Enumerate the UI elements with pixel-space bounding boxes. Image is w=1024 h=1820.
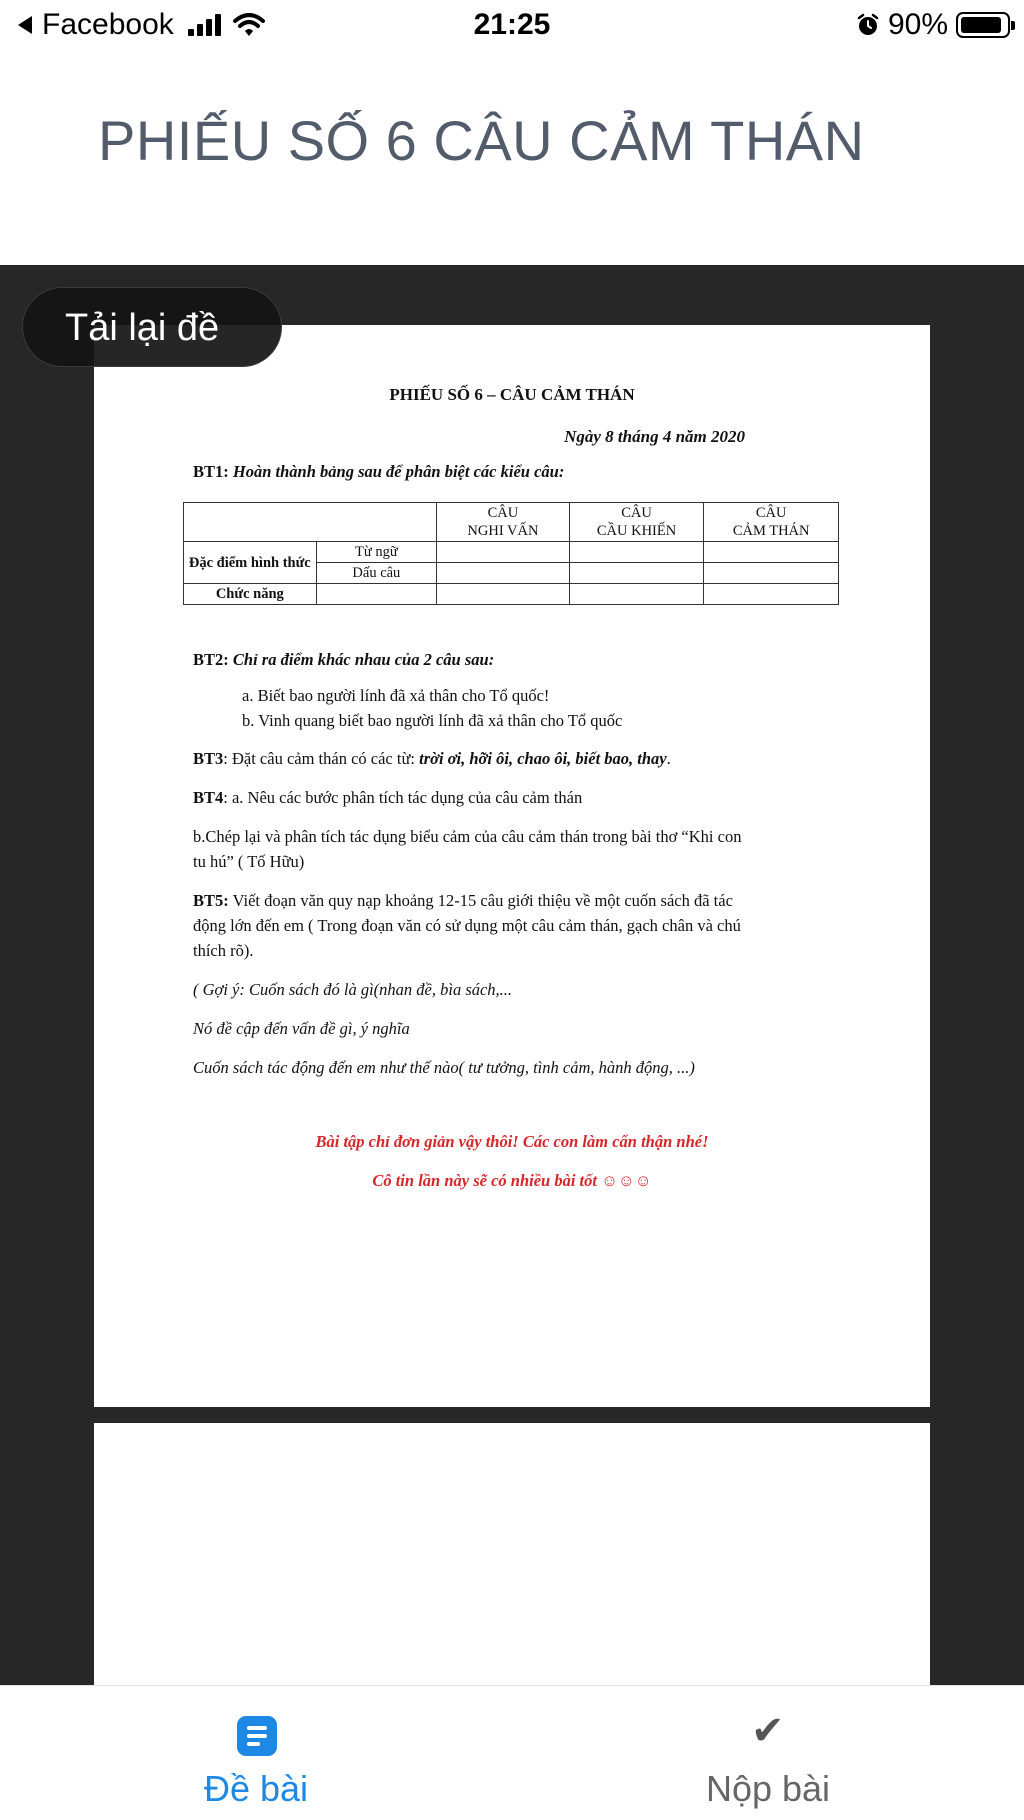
hint-3: Cuốn sách tác động đến em như thế nào( tư tưởng, tình cảm, hành động, ...) <box>193 1058 695 1077</box>
status-right <box>856 8 1010 42</box>
alarm-icon <box>856 13 880 37</box>
tab-nop-bai-label: Nộp bài <box>705 1768 831 1809</box>
bt3: BT3: Đặt câu cảm thán có các từ: trời ơi, hỡi ôi, chao ôi, biết bao, thay. <box>193 749 671 768</box>
tab-nop-bai[interactable] <box>618 1686 918 1820</box>
table-row-label: Chức năng <box>184 584 317 605</box>
tab-de-bai-label: Đề bài <box>203 1768 309 1809</box>
bottom-nav <box>0 1685 1024 1820</box>
bt5-line2: động lớn đến em ( Trong đoạn văn có sử dụng một câu cảm thán, gạch chân và chú <box>193 916 741 935</box>
page-title: PHIẾU SỐ 6 CÂU CẢM THÁN <box>98 109 865 172</box>
bt4-b-line2: tu hú” ( Tố Hữu) <box>193 852 305 871</box>
back-app-label: Facebook <box>42 8 174 41</box>
bt2-b: b. Vinh quang biết bao người lính đã xả thân cho Tổ quốc <box>242 711 623 730</box>
comparison-table <box>183 502 839 605</box>
hint-2: Nó đề cập đến vấn đề gì, ý nghĩa <box>193 1019 410 1038</box>
checkmark-icon: ✔ <box>751 1708 785 1754</box>
document-icon <box>237 1716 277 1756</box>
table-row-label: Dấu câu <box>316 563 437 584</box>
bt5: BT5: Viết đoạn văn quy nạp khoảng 12-15 câu giới thiệu về một cuốn sách đã tác <box>193 891 733 910</box>
doc-title: PHIẾU SỐ 6 – CÂU CẢM THÁN <box>389 385 635 404</box>
table-header: CÂU CẦU KHIẾN <box>569 503 704 542</box>
table-header: CÂU CẢM THÁN <box>704 503 839 542</box>
table-header: CÂU NGHI VẤN <box>437 503 570 542</box>
status-bar <box>0 0 1024 52</box>
closing-note-2: Cô tin lần này sẽ có nhiều bài tốt ☺☺☺ <box>372 1171 652 1190</box>
document-page-2 <box>94 1423 930 1685</box>
doc-date: Ngày 8 tháng 4 năm 2020 <box>564 427 745 446</box>
clock: 21:25 <box>473 8 551 41</box>
document-page <box>94 325 930 1407</box>
battery-icon <box>956 12 1010 38</box>
hint-1: ( Gợi ý: Cuốn sách đó là gì(nhan đề, bìa sách,... <box>193 980 513 999</box>
tab-de-bai[interactable] <box>106 1686 406 1820</box>
bt1: BT1: Hoàn thành bảng sau để phân biệt các kiểu câu: <box>193 462 565 481</box>
table-row-label: Từ ngữ <box>316 542 437 563</box>
bt4-b-line1: b.Chép lại và phân tích tác dụng biểu cảm của câu cảm thán trong bài thơ “Khi con <box>193 827 742 846</box>
closing-note-1: Bài tập chỉ đơn giản vậy thôi! Các con làm cẩn thận nhé! <box>315 1132 709 1151</box>
bt5-line3: thích rõ). <box>193 941 254 960</box>
table-row-label: Đặc điểm hình thức <box>184 542 317 584</box>
bt4: BT4: a. Nêu các bước phân tích tác dụng của câu cảm thán <box>193 788 583 807</box>
battery-percent: 90% <box>887 8 948 41</box>
bt2: BT2: Chỉ ra điểm khác nhau của 2 câu sau: <box>193 650 495 669</box>
reload-button[interactable]: Tải lại đề <box>22 287 282 367</box>
document-viewer[interactable] <box>0 265 1024 1685</box>
bt2-a: a. Biết bao người lính đã xả thân cho Tổ quốc! <box>242 686 550 705</box>
